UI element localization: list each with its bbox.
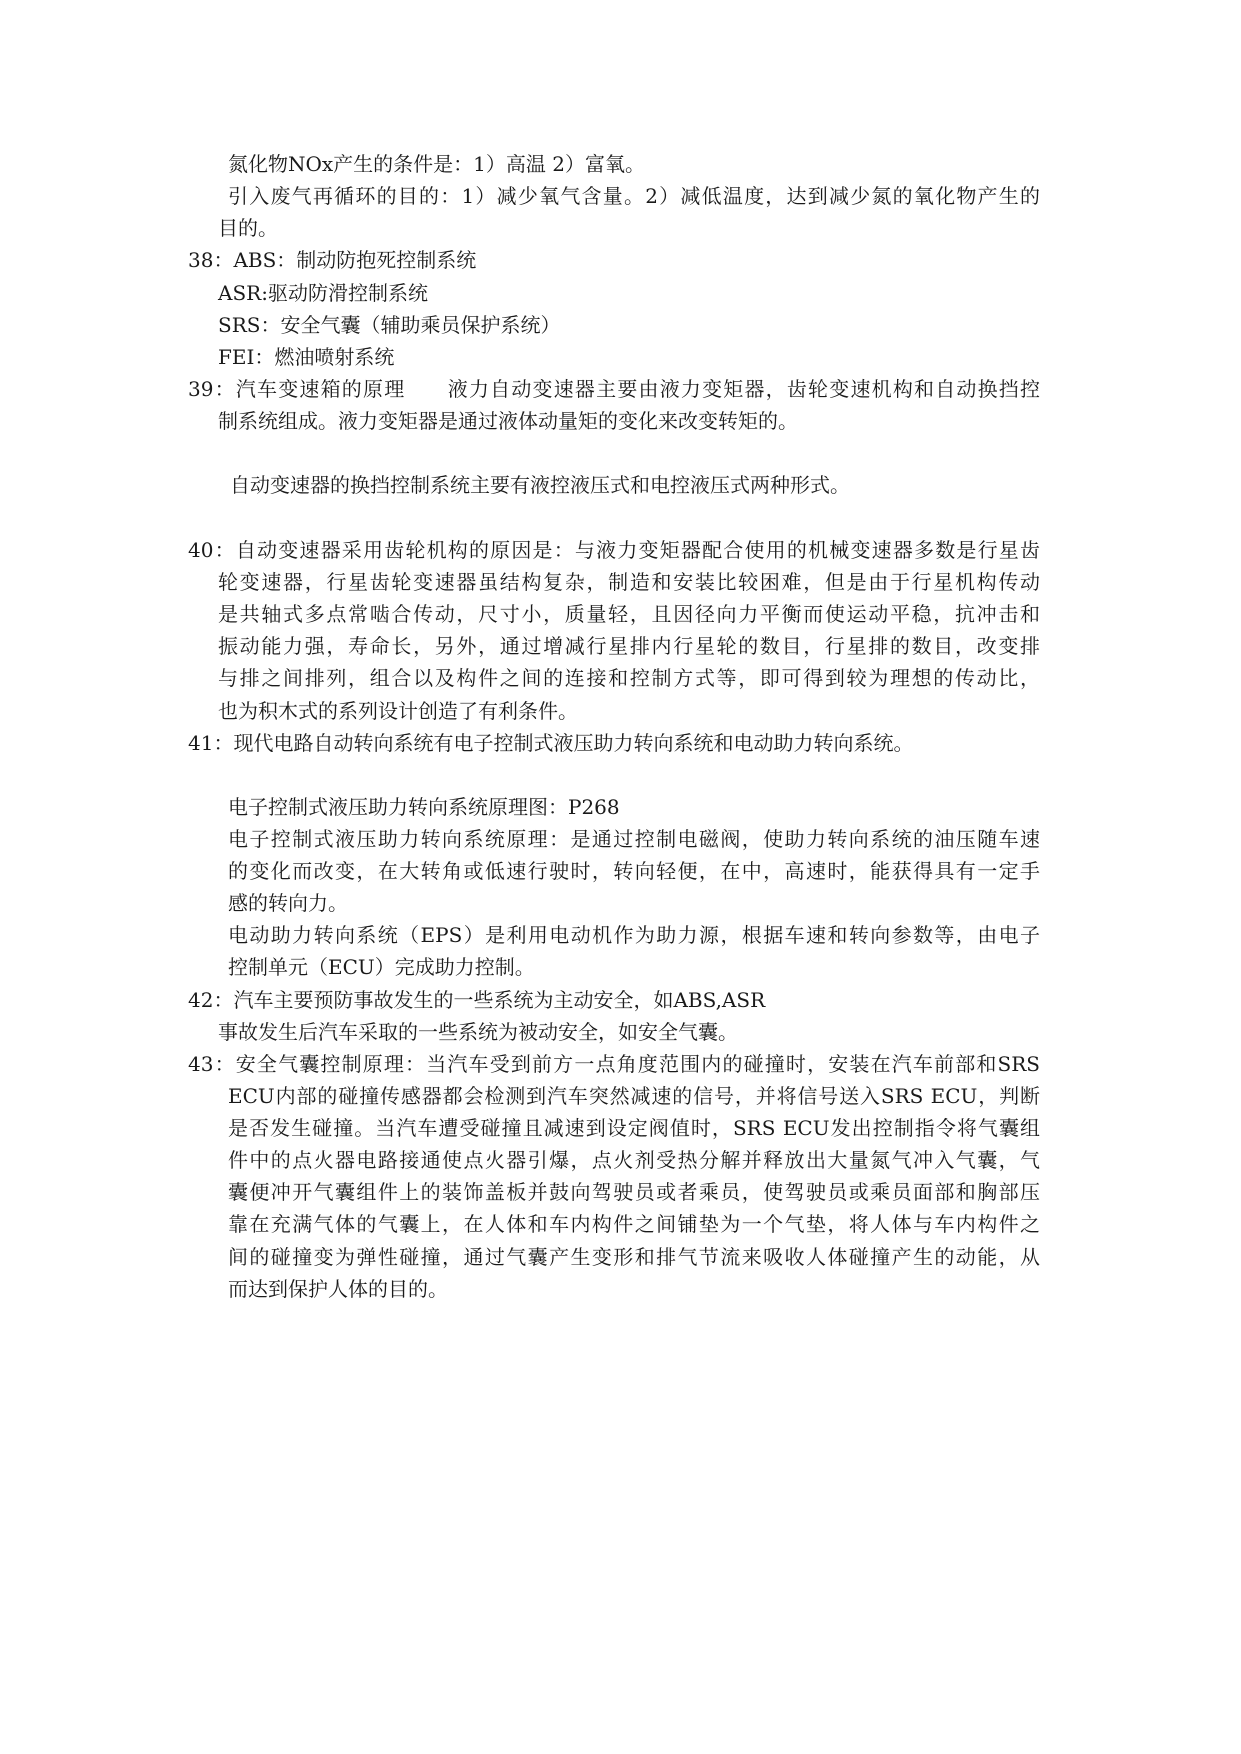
text-line: 事故发生后汽车采取的一些系统为被动安全，如安全气囊。: [218, 1020, 738, 1044]
text-line: 靠在充满气体的气囊上，在人体和车内构件之间铺垫为一个气垫，将人体与车内构件之: [228, 1212, 1040, 1236]
item-38-heading: 38：ABS：制动防抱死控制系统: [188, 248, 477, 272]
item-39-heading: 39：汽车变速箱的原理 液力自动变速器主要由液力变矩器，齿轮变速机构和自动换挡控: [188, 377, 1040, 401]
text-line: 氮化物NOx产生的条件是：1）高温 2）富氧。: [228, 152, 645, 176]
text-line: 控制单元（ECU）完成助力控制。: [228, 955, 535, 979]
text-line: 轮变速器，行星齿轮变速器虽结构复杂，制造和安装比较困难，但是由于行星机构传动: [218, 570, 1040, 594]
text-line: ECU内部的碰撞传感器都会检测到汽车突然减速的信号，并将信号送入SRS ECU，判断: [228, 1084, 1040, 1108]
text-line: 与排之间排列，组合以及构件之间的连接和控制方式等，即可得到较为理想的传动比，: [218, 666, 1040, 690]
text-line: 引入废气再循环的目的：1）减少氧气含量。2）减低温度，达到减少氮的氧化物产生的: [228, 184, 1040, 208]
text-line: 是共轴式多点常啮合传动，尺寸小，质量轻，且因径向力平衡而使运动平稳，抗冲击和: [218, 602, 1040, 626]
text-line: 目的。: [218, 216, 278, 240]
text-line: 囊便冲开气囊组件上的装饰盖板并鼓向驾驶员或者乘员，使驾驶员或乘员面部和胸部压: [228, 1180, 1040, 1204]
text-line: 的变化而改变，在大转角或低速行驶时，转向轻便，在中，高速时，能获得具有一定手: [228, 859, 1040, 883]
text-line: 电子控制式液压助力转向系统原理：是通过控制电磁阀，使助力转向系统的油压随车速: [228, 827, 1040, 851]
text-line: 而达到保护人体的目的。: [228, 1277, 448, 1301]
text-line: 是否发生碰撞。当汽车遭受碰撞且减速到设定阀值时，SRS ECU发出控制指令将气囊组: [228, 1116, 1040, 1140]
text-line: 自动变速器的换挡控制系统主要有液控液压式和电控液压式两种形式。: [230, 473, 850, 497]
item-40-heading: 40：自动变速器采用齿轮机构的原因是：与液力变矩器配合使用的机械变速器多数是行星齿: [188, 538, 1040, 562]
text-line: SRS：安全气囊（辅助乘员保护系统）: [218, 313, 561, 337]
text-line: 间的碰撞变为弹性碰撞，通过气囊产生变形和排气节流来吸收人体碰撞产生的动能，从: [228, 1245, 1040, 1269]
text-line: 制系统组成。液力变矩器是通过液体动量矩的变化来改变转矩的。: [218, 409, 798, 433]
item-41-heading: 41：现代电路自动转向系统有电子控制式液压助力转向系统和电动助力转向系统。: [188, 731, 914, 755]
item-43-heading: 43：安全气囊控制原理：当汽车受到前方一点角度范围内的碰撞时，安装在汽车前部和SRS: [188, 1052, 1040, 1076]
text-line: 电动助力转向系统（EPS）是利用电动机作为助力源，根据车速和转向参数等，由电子: [228, 923, 1040, 947]
text-line: FEI：燃油喷射系统: [218, 345, 395, 369]
item-42-heading: 42：汽车主要预防事故发生的一些系统为主动安全，如ABS,ASR: [188, 988, 766, 1012]
text-line: 件中的点火器电路接通使点火器引爆，点火剂受热分解并释放出大量氮气冲入气囊，气: [228, 1148, 1040, 1172]
text-line: ASR:驱动防滑控制系统: [218, 281, 428, 305]
text-line: 电子控制式液压助力转向系统原理图：P268: [228, 795, 620, 819]
text-line: 也为积木式的系列设计创造了有利条件。: [218, 699, 578, 723]
text-line: 感的转向力。: [228, 891, 348, 915]
text-line: 振动能力强，寿命长，另外，通过增减行星排内行星轮的数目，行星排的数目，改变排: [218, 634, 1040, 658]
